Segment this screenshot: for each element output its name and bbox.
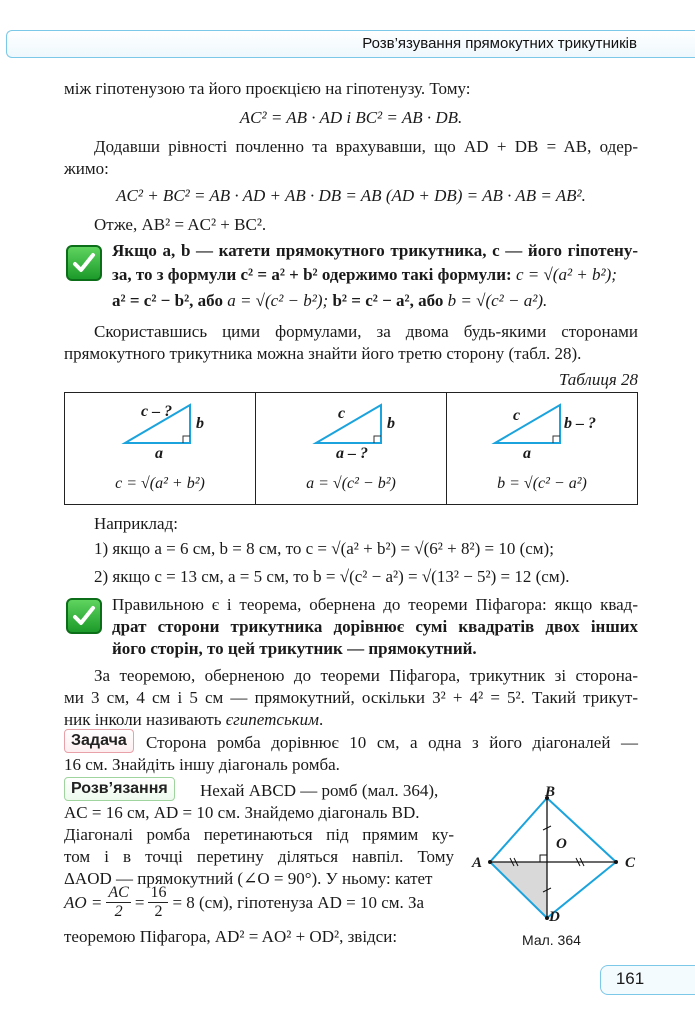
solution-text: Діагоналі ромба перетинаються під прямим ку- [64, 825, 454, 844]
table-formula: b = √(c² − a²) [497, 475, 587, 492]
paragraph-text: Додавши рівності почленно та врахувавши, що AD + DB = AB, одер- [94, 137, 638, 156]
rule-text [112, 290, 547, 312]
fraction-num: 16 [150, 884, 167, 901]
paragraph-text: За теоремою, оберненою до теореми Піфагора, трикутник зі сторона- [94, 666, 638, 685]
table-caption: Таблиця 28 [558, 370, 638, 389]
rule-text: Якщо a, b — катети прямокутного трикутника, c — його гіпотену- [112, 241, 638, 260]
solution-text: ΔAOD — прямокутний (∠O = 90°). У ньому: катет [64, 869, 433, 888]
rule-text: його сторін, то цей трикутник — прямокутний. [112, 639, 477, 658]
task-tag: Задача [64, 729, 134, 753]
rhombus-diagram [466, 778, 646, 928]
example-line: 1) якщо a = 6 см, b = 8 см, то c = √(a² + b²) = √(6² + 8²) = 10 (см); [94, 539, 554, 558]
vertex-label-d: D [549, 909, 560, 925]
formula: c = √(a² + b²); [515, 265, 617, 284]
paragraph-text: Отже, AB² = AC² + BC². [94, 215, 267, 234]
right-triangle-diagram [447, 393, 637, 473]
equation: AC² = AB · AD і BC² = AB · DB. [239, 108, 463, 127]
vertex-label-c: C [625, 855, 636, 871]
task-text: 16 см. Знайдіть іншу діагональ ромба. [64, 755, 340, 774]
paragraph-text: між гіпотенузою та його проєкцією на гіпотенузу. Тому: [64, 79, 471, 98]
vertex-label-b: B [545, 784, 556, 800]
solution-text: Нехай ABCD — ромб (мал. 364), [200, 781, 439, 800]
paragraph-text: прямокутного трикутника можна знайти його третю сторону (табл. 28). [64, 344, 582, 363]
solution-tag: Розв’язання [64, 777, 175, 801]
rule-text [112, 264, 617, 286]
paragraph-text: Скориставшись цими формулами, за двома будь-якими сторонами [94, 322, 638, 341]
figure-caption: Мал. 364 [522, 932, 581, 948]
example-line: 2) якщо c = 13 см, a = 5 см, то b = √(c² − a²) = √(13² − 5²) = 12 (см). [94, 567, 570, 586]
rule-text-part: за, то з формули c² = a² + b² одержимо такі формули: [112, 265, 512, 284]
solution-text: AC = 16 см, AD = 10 см. Знайдемо діагональ BD. [64, 803, 420, 822]
leg-b-label: b [387, 415, 395, 432]
fraction-line: AO = $\frac{AC}{2}$ = $\frac{16}{2}$ = 8 (см), гіпотенуза AD = 10 см. За [64, 884, 425, 920]
text-part: ник інколи називають [64, 710, 222, 729]
leg-a-label: a – ? [336, 445, 368, 462]
solution-text: том і в точці перетину діляться навпіл. Тому [64, 847, 454, 866]
task-text: Сторона ромба дорівнює 10 см, а одна з його діагоналей — [146, 733, 638, 752]
rule-text-part: b² = c² − a², або [332, 291, 444, 310]
hyp-label: c [513, 407, 521, 424]
example-label: Наприклад: [94, 514, 178, 533]
check-icon [66, 245, 102, 281]
leg-a-label: a [155, 445, 163, 462]
solution-text: теоремою Піфагора, AD² = AO² + OD², звідси: [64, 927, 398, 946]
fraction-num: AC [108, 884, 129, 901]
paragraph-text: жимо: [64, 159, 109, 178]
table-formula: c = √(a² + b²) [115, 475, 205, 492]
leg-b-label: b – ? [564, 415, 596, 432]
equation: AC² + BC² = AB · AD + AB · DB = AB (AD + DB) = AB · AB = AB². [116, 186, 586, 205]
formula: b = √(c² − a²). [447, 291, 548, 310]
formula: a = √(c² − b²); [227, 291, 329, 310]
paragraph-text: ми 3 см, 4 см і 5 см — прямокутний, оскільки 3² + 4² = 5². Такий трикут- [64, 688, 638, 707]
text-part: = 8 (см), гіпотенуза AD = 10 см. За [172, 892, 425, 912]
fraction-den: 2 [154, 903, 163, 920]
page-header-title: Розв’язування прямокутних трикутників [362, 35, 637, 52]
fraction [148, 884, 168, 921]
paragraph-text [64, 709, 323, 731]
formula-table [64, 392, 638, 505]
hyp-label: c [338, 405, 346, 422]
leg-a-label: a [523, 445, 531, 462]
table-cell [256, 393, 447, 504]
hyp-label: c – ? [141, 403, 173, 420]
text-part: . [318, 710, 324, 729]
rule-text: Правильною є і теорема, обернена до теореми Піфагора: якщо квад- [112, 595, 638, 614]
check-icon [66, 598, 102, 634]
text-part: AO = [64, 892, 103, 912]
rule-text: драт сторони трикутника дорівнює сумі квадратів двох інших [112, 617, 638, 636]
table-cell [65, 393, 256, 504]
rule-text-part: a² = c² − b², або [112, 291, 223, 310]
table-formula: a = √(c² − b²) [306, 475, 396, 492]
leg-b-label: b [196, 415, 204, 432]
page-number: 161 [615, 969, 645, 988]
fraction-den: 2 [114, 903, 123, 920]
fraction [106, 884, 130, 921]
text-part: єгипетським [225, 710, 319, 729]
vertex-label-o: O [556, 836, 567, 852]
vertex-label-a: A [472, 855, 483, 871]
table-cell [447, 393, 637, 504]
